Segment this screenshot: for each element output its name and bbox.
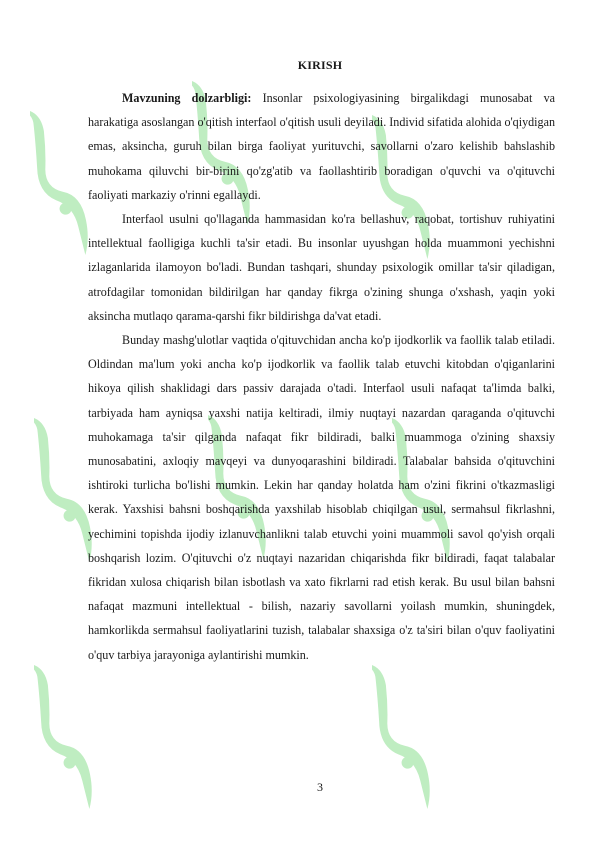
paragraph — [88, 207, 555, 328]
paragraph — [88, 328, 555, 667]
paragraph-text: Interfaol usulni qo'llaganda hammasidan ko'ra bellashuv, raqobat, tortishuv ruhiyatini intellektual faolligiga kuchli ta'sir etadi. Bu insonlar uyushgan holda muammoni yechishni izlaganlarida ilamoyon bo'ladi. Bundan tashqari, shunday psixologik omillar ta'sir qiladigan, atrofdagilar tomonidan bildirilgan har qanday fikrga o'zining shunga o'xshash, yaqin yoki aksincha mutlaqo qarama-qarshi fikr bildirishga da'vat etadi. — [88, 212, 555, 323]
paragraph-lead: Mavzuning dolzarbligi: — [122, 91, 252, 105]
paragraph — [88, 86, 555, 207]
page-number: 3 — [317, 780, 323, 794]
paragraph-text: Bunday mashg'ulotlar vaqtida o'qituvchidan ancha ko'p ijodkorlik va faollik talab etiladi. Oldindan ma'lum yoki ancha ko'p ijodkorlik va faollik talab etuvchi kitobdan o'qiganlarini hikoya qilish shaklidagi dars passiv darajada o'tadi. Interfaol usuli nafaqat ta'limda balki, tarbiyada ham ayniqsa yaxshi natija keltiradi, ilmiy nuqtayi nazardan qaraganda o'qituvchi muhokamaga ta'sir qilganda nafaqat fikr bildiradi, balki muammoga o'zining shaxsiy munosabatini, axloqiy mavqeyi va dunyoqarashini bildiradi. Talabalar bahsida o'qituvchini ishtiroki turlicha bo'lishi mumkin. Lekin har qanday holatda ham o'zini fikrini o'tkazmasligi kerak. Yaxshisi bahsni boshqarishda yaxshilab hisoblab chiqilgan usul, sermahsul fikrlashni, yechimini topishda ijodiy izlanuvchanlikni talab etuvchi yoini muammoli savol qo'yish orqali boshqarish lozim. O'qituvchi o'z nuqtayi nazaridan chiqarishda fikr bildiradi, faqat talabalar fikridan xulosa chiqarish bilan isbotlash va xato fikrlarni rad etish kerak. Bu usul bilan bahsni nafaqat mazmuni intellektual - bilish, nazariy savollarni yoilash mumkin, shuningdek, hamkorlikda sermahsul faoliyatlarini tuzish, talabalar shaxsiga o'z ta'siri bilan o'quv faoliyatini o'quv tarbiya jarayoniga aylantirishi mumkin. — [88, 333, 555, 662]
document-body — [88, 86, 555, 667]
page-title: KIRISH — [297, 58, 343, 72]
paragraph-text: Insonlar psixologiyasining birgalikdagi munosabat va harakatiga asoslangan o'qitish interfaol o'qitish usuli deyiladi. Individ sifatida alohida o'qiydigan emas, aksincha, guruh bilan birga faoliyat yurituvchi, savollarni o'zaro kelishib bahslashib muhokama qiluvchi bir-birini qo'zg'atib va faollashtirib boradigan o'quvchi va o'qituvchi faoliyati markaziy o'rinni egallaydi. — [88, 91, 556, 202]
